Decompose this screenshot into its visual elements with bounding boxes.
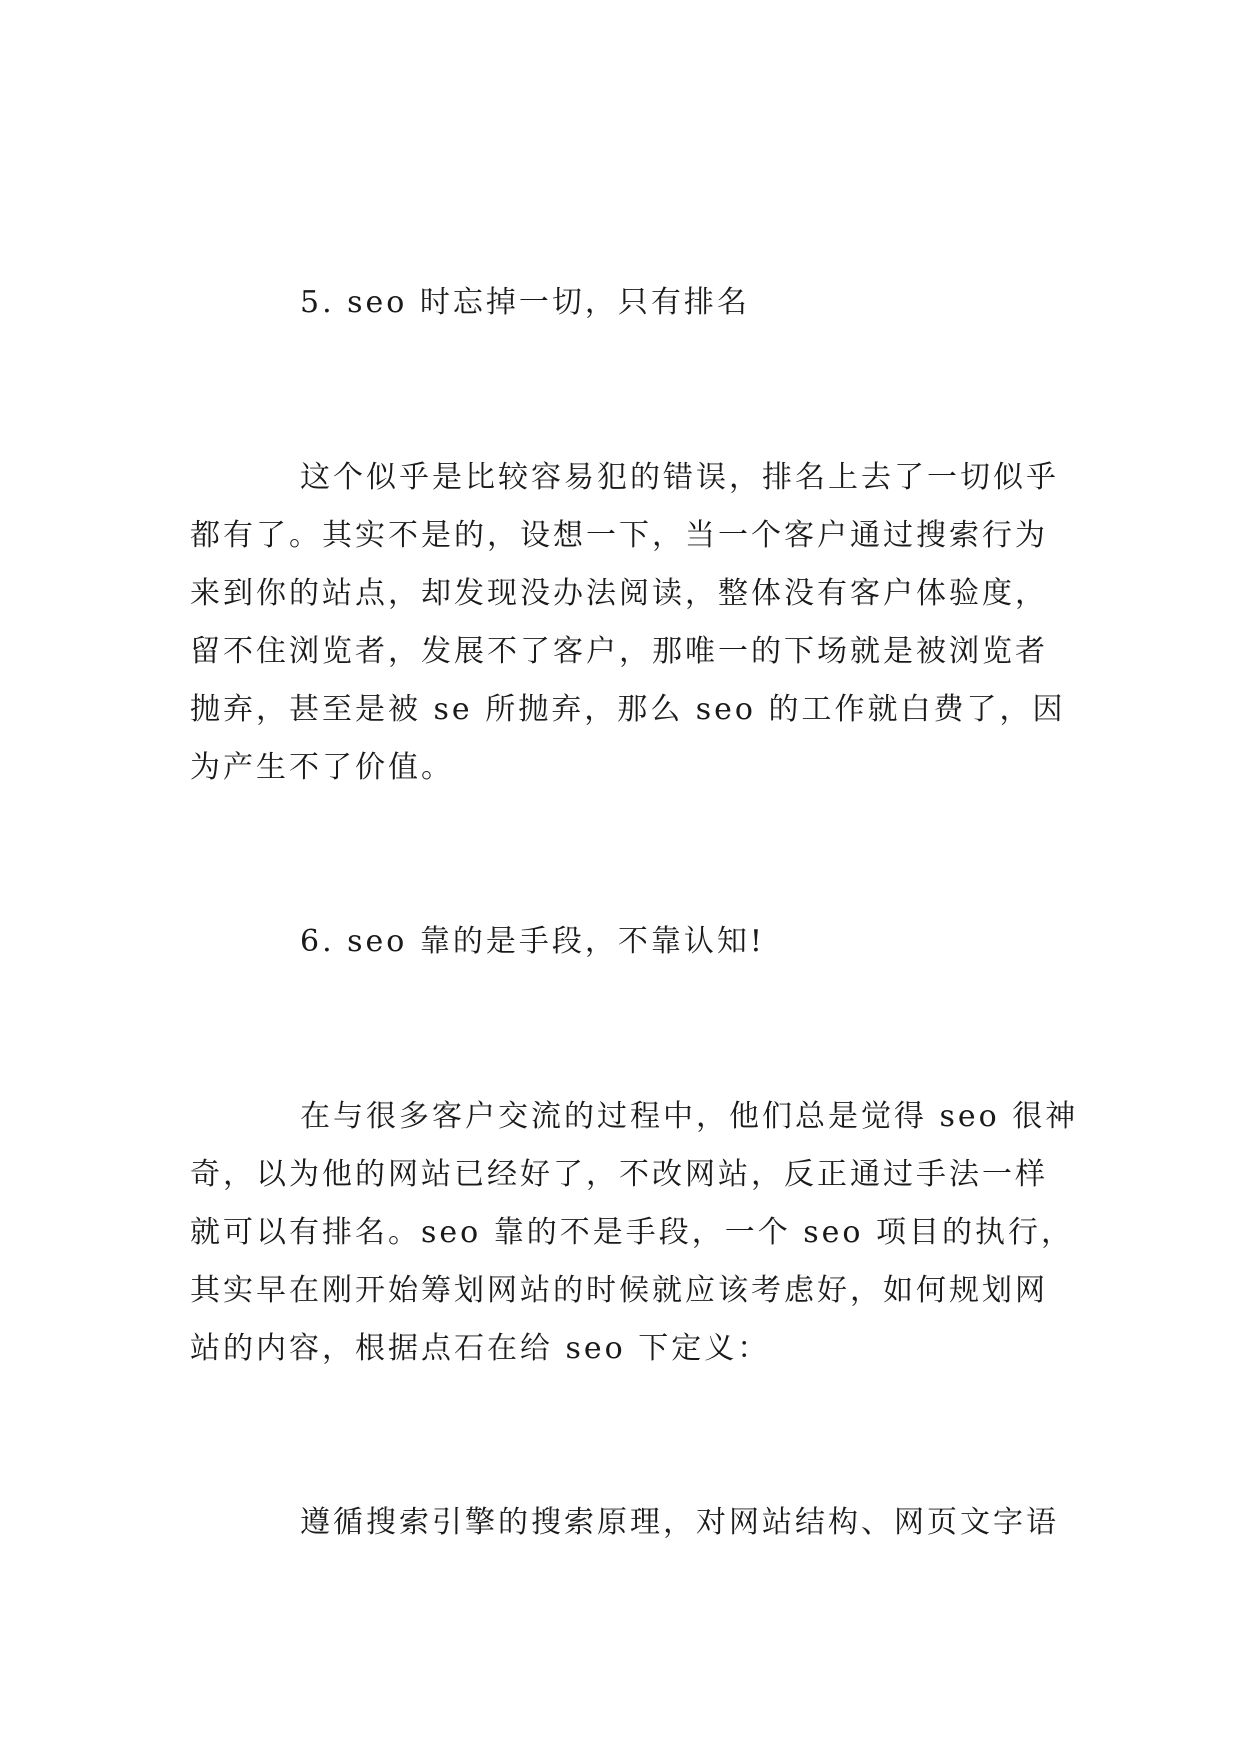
section-5-paragraph-line: 来到你的站点，却发现没办法阅读，整体没有客户体验度， bbox=[190, 576, 1048, 611]
section-5-paragraph-line: 为产生不了价值。 bbox=[190, 750, 454, 785]
section-6-heading: 6. seo 靠的是手段，不靠认知! bbox=[300, 924, 765, 959]
section-6-paragraph-line: 站的内容，根据点石在给 seo 下定义： bbox=[190, 1331, 771, 1366]
trailing-paragraph-line: 遵循搜索引擎的搜索原理，对网站结构、网页文字语 bbox=[300, 1505, 1059, 1540]
section-5-paragraph-line: 都有了。其实不是的，设想一下，当一个客户通过搜索行为 bbox=[190, 518, 1048, 553]
section-5-paragraph-line: 抛弃，甚至是被 se 所抛弃，那么 seo 的工作就白费了，因 bbox=[190, 692, 1066, 727]
section-5-heading: 5. seo 时忘掉一切，只有排名 bbox=[300, 285, 750, 320]
section-6-paragraph-line: 在与很多客户交流的过程中，他们总是觉得 seo 很神 bbox=[300, 1099, 1079, 1134]
section-5-paragraph-line: 留不住浏览者，发展不了客户，那唯一的下场就是被浏览者 bbox=[190, 634, 1048, 669]
section-6-paragraph-line: 其实早在刚开始筹划网站的时候就应该考虑好，如何规划网 bbox=[190, 1273, 1048, 1308]
section-5-paragraph-line: 这个似乎是比较容易犯的错误，排名上去了一切似乎 bbox=[300, 460, 1059, 495]
section-6-paragraph-line: 奇，以为他的网站已经好了，不改网站，反正通过手法一样 bbox=[190, 1157, 1048, 1192]
section-6-paragraph-line: 就可以有排名。seo 靠的不是手段，一个 seo 项目的执行， bbox=[190, 1215, 1075, 1250]
